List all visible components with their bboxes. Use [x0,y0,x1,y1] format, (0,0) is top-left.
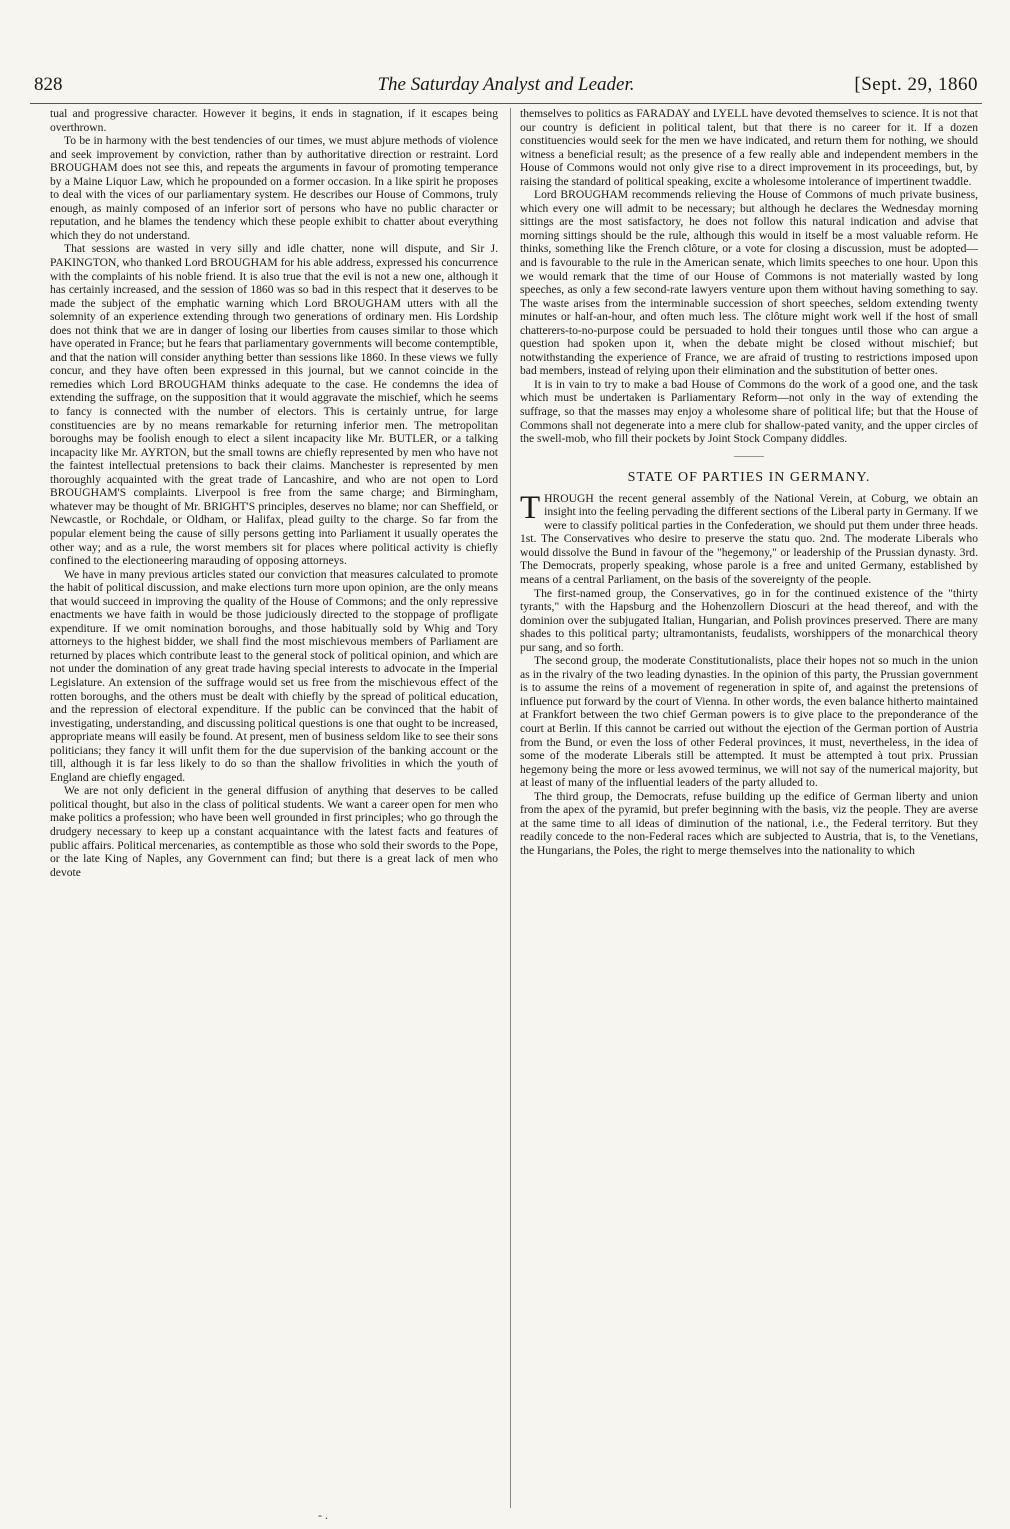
left-column [50,107,498,879]
paragraph [520,489,978,587]
paragraph: That sessions are wasted in very silly and idle chatter, none will dispute, and Sir J. PAKINGTON, who thanked Lord BROUGHAM for his able address, expressed his concurrence with the complaints of his noble friend. It is also true that the evil is not a new one, although it has certainly increased, and the session of 1860 was so bad in this respect that it deserves to be made the subject of the emphatic warning which Lord BROUGHAM utters with all the solemnity of an experience extending through two generations of ordinary men. His Lordship does not think that we are in danger of losing our liberties from causes similar to those which have operated in France; but he fears that parliamentary governments will become contemptible, and that the nation will consider anything better than sessions like 1860. In these views we fully concur, and they have often been expressed in this journal, but we cannot coincide in the remedies which Lord BROUGHAM thinks adequate to the case. He condemns the idea of extending the suffrage, on the supposition that it would aggravate the mischief, which he seems to fancy is connected with the number of electors. This is certainly untrue, for large constituencies are by no means remarkable for returning inferior men. The metropolitan boroughs may be foolish enough to elect a silent incapacity like Mr. BUTLER, or a talking incapacity like Mr. AYRTON, but the small towns are chiefly represented by men who have not the faintest intellectual pretensions to back their claims. Manchester is represented by men thoroughly acquainted with the great trade of Lancashire, and who are not open to Lord BROUGHAM'S complaints. Liverpool is free from the same charge; and Birmingham, whatever may be thought of Mr. BRIGHT'S principles, deserves no blame; nor can Sheffield, or Newcastle, or Rochdale, or Oldham, or Halifax, plead guilty to the charge. So far from the popular element being the cause of silly persons getting into Parliament it usually operates the other way; and as a rule, the worst members sit for places where political activity is chiefly confined to the electioneering marauding of opposing attorneys. [50,242,498,568]
running-title: The Saturday Analyst and Leader. [377,74,635,95]
right-column [520,107,978,857]
footer-mark: - . [318,1508,328,1522]
section-ornament: ——— [734,450,764,462]
paragraph: The first-named group, the Conservatives, go in for the continued existence of the "thirty tyrants," with the Hapsburg and the Hohenzollern Dioscuri at the head thereof, and with the dominion over the subjugated Italian, Hungarian, and Polish provinces preserved. There are many shades to this political party; ultramontanists, feudalists, worshippers of the monarchical theory pur sang, and so forth. [520,586,978,654]
paragraph: The third group, the Democrats, refuse building up the edifice of German liberty and union from the apex of the pyramid, but prefer beginning with the basis, viz the people. They are averse at the same time to all ideas of diminution of the national, i.e., the Federal territory. But they readily concede to the non-Federal races which are subjected to Austria, that is, to the Venetians, the Hungarians, the Poles, the right to merge themselves into the nationality to which [520,789,978,857]
column-divider [510,108,511,1508]
paragraph: Lord BROUGHAM recommends relieving the House of Commons of much private business, which every one will admit to be necessary; but although he declares the Wednesday morning sittings are the most satisfactory, he does not follow this natural indication and advise that morning sittings should be the rule, although this would in itself be a most valuable reform. He thinks, something like the French clôture, or a vote for closing a discussion, must be adopted—and is favourable to the rule in the American senate, which limits speeches to one hour. Upon this we would remark that the time of our House of Commons is not materially wasted by long speeches, as only a few second-rate lawyers venture upon them without having something to say. The waste arises from the interminable succession of short speeches, seldom extending twenty minutes or half-an-hour, and often much less. The clôture might work well if the host of small chatterers-to-no-purpose could be persuaded to hold their tongues until those who can argue a question had spoken upon it, when the debate might be closed without mischief; but notwithstanding the experience of France, we are afraid of trusting to restrictions imposed upon bad members, instead of relying upon their elimination and the substitution of better ones. [520,188,978,378]
section-heading: STATE OF PARTIES IN GERMANY. [627,469,871,485]
paragraph: To be in harmony with the best tendencies of our times, we must abjure methods of violence and seek improvement by conviction, rather than by authoritative direction or restraint. Lord BROUGHAM does not see this, and repeats the arguments in favour of promoting temperance by a Maine Liquor Law, which he propounded on a former occasion. In a like spirit he proposes to deal with the vices of our parliamentary system. He describes our House of Commons, truly enough, as mainly composed of an inferior sort of persons who have no public character or reputation, and he blames the tendency which these people exhibit to chatter about everything which they do not understand. [50,134,498,242]
paragraph: We are not only deficient in the general diffusion of anything that deserves to be called political thought, but also in the class of political students. We want a career open for men who make politics a profession; who have been well grounded in first principles; who go through the drudgery necessary to keep up a constant acquaintance with the latest facts and features of public affairs. Political mercenaries, as contemptible as those who sold their swords to the Pope, or the late King of Naples, any Government can find; but there is a great lack of men who devote [50,784,498,879]
issue-date: [Sept. 29, 1860 [854,74,978,95]
paragraph: The second group, the moderate Constitutionalists, place their hopes not so much in the union as in the rivalry of the two leading dynasties. In the opinion of this party, the Prussian government is to assume the reins of a movement of regeneration in spite of, and against the pretensions of influence put forward by the court of Vienna. In other words, the even balance hitherto maintained at Frankfort between the two chief German powers is to give place to the preponderance of the court at Berlin. If this cannot be carried out without the ejection of the German portion of Austria from the Bund, or even the loss of other Federal provinces, it must, nevertheless, in the idea of some of the moderate Liberals still be attempted. It must be attempted à tout prix. Prussian hegemony being the more or less avowed terminus, we will not say of the numerical majority, but at least of many of the influential leaders of the party alluded to. [520,654,978,790]
paragraph: We have in many previous articles stated our conviction that measures calculated to promote the habit of political discussion, and make elections turn more upon opinion, are the only means that would succeed in improving the quality of the House of Commons; and the only repressive enactments we have faith in would be those judiciously directed to the stoppage of profligate expenditure. If we omit nomination boroughs, and those habitually sold by Whig and Tory attorneys to the highest bidder, we shall find the most mischievous members of Parliament are returned by places which contribute least to the general stock of political opinion, and which are not under the domination of any great trade having special interests to advocate in the Imperial Legislature. An extension of the suffrage would set us free from the mischievous effect of the rotten boroughs, and the others must be dealt with chiefly by the spread of political education, and the repression of electoral expenditure. If the public can be convinced that the habit of investigating, understanding, and discussing political questions is one that ought to be increased, appropriate means will easily be found. At present, men of business seldom like to see their sons politicians; they fancy it will unfit them for the due supervision of the banking account or the till, although it is far less likely to do so than the shallow frivolities in which the youth of England are chiefly engaged. [50,567,498,784]
paragraph: tual and progressive character. However it begins, it ends in stagnation, if it escapes being overthrown. [50,107,498,134]
paragraph-text: HROUGH the recent general assembly of the National Verein, at Coburg, we obtain an insight into the feeling pervading the different sections of the Liberal party in Germany. If we were to classify political parties in the Confederation, we should put them under three heads. 1st. The Conservatives who desire to preserve the statu quo. 2nd. The moderate Liberals who would dissolve the Bund in favour of the "hegemony," or leadership of the Prussian dynasty. 3rd. The Democrats, properly speaking, whose parole is a free and united Germany, established by means of a central Parliament, on the basis of the sovereignty of the people. [520,491,978,586]
page-header [34,74,978,100]
paragraph: It is in vain to try to make a bad House of Commons do the work of a good one, and the task which must be undertaken is Parliamentary Reform—not only in the way of extending the suffrage, so that the masses may enjoy a wholesome share of political life; but that the House of Commons shall not degenerate into a mere club for shallow-pated vanity, and the upper circles of the swell-mob, who fill their pockets by Joint Stock Company diddles. [520,377,978,446]
paragraph: themselves to politics as FARADAY and LYELL have devoted themselves to science. It is not that our country is deficient in political talent, but that there is no career for it. If a dozen constituencies would seek for the men we have indicated, and return them for nothing, we should witness a beneficial result; as the presence of a few really able and independent members in the House of Commons would not only give rise to a direct improvement in its proceedings, but, by raising the standard of political speaking, excite a wholesome intolerance of impertinent twaddle. [520,107,978,188]
drop-cap: T [520,489,541,526]
header-rule [30,103,982,104]
page-number: 828 [34,74,63,95]
